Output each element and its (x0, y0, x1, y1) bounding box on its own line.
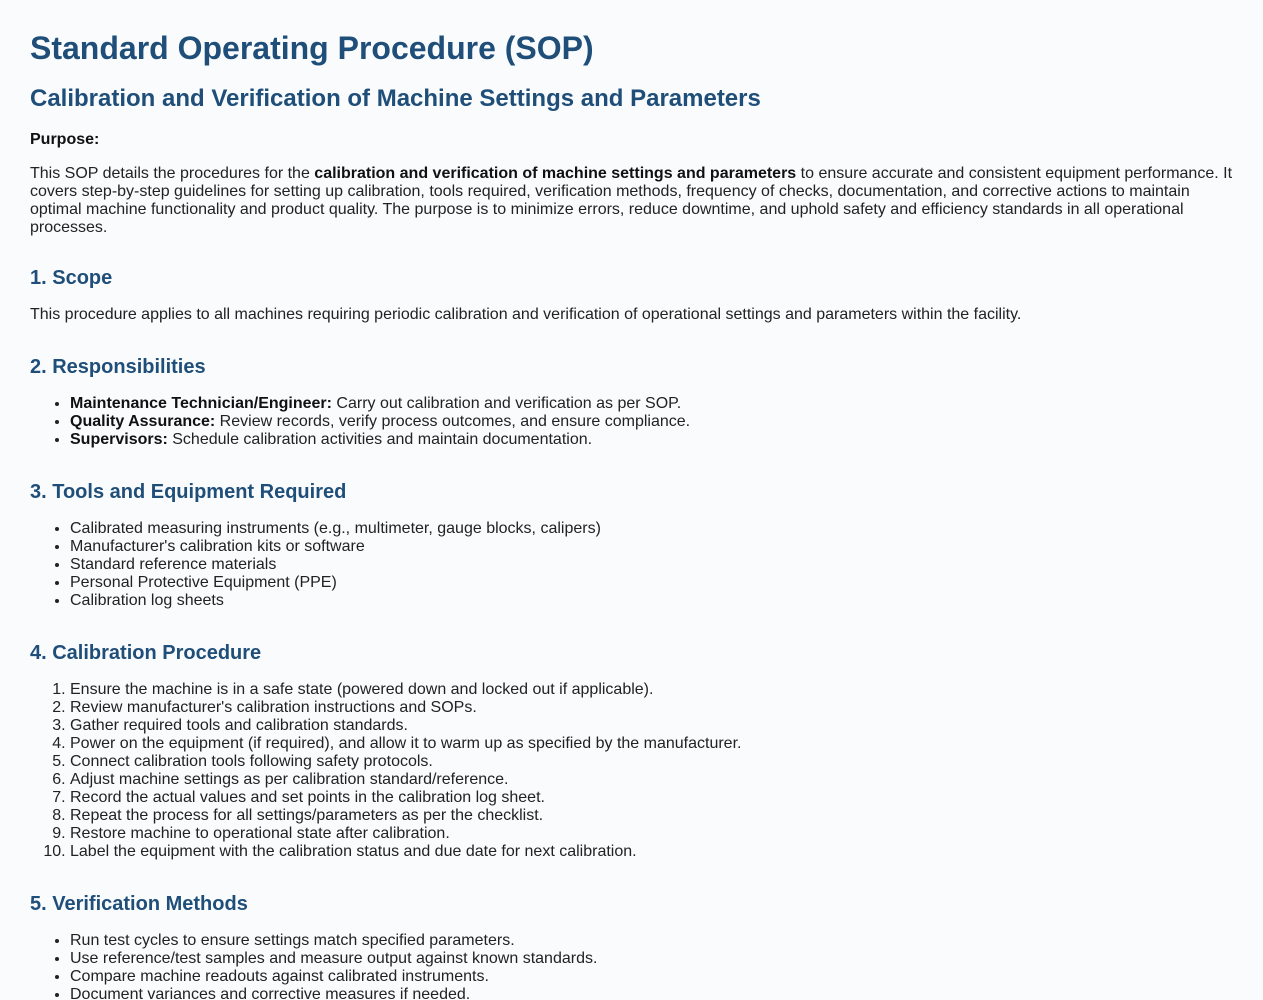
role-label: Maintenance Technician/Engineer: (70, 395, 332, 412)
procedure-step: 7. Record the actual values and set points in the calibration log sheet. (70, 789, 1233, 807)
procedure-step: 4. Power on the equipment (if required), and allow it to warm up as specified by the manufacturer. (70, 735, 1233, 753)
list-item: • Standard reference materials (70, 556, 1233, 574)
list-item: • Run test cycles to ensure settings match specified parameters. (70, 932, 1233, 950)
section-heading-tools: 3. Tools and Equipment Required (30, 481, 347, 503)
purpose-label: Purpose: (30, 131, 100, 148)
procedure-step: 1. Ensure the machine is in a safe state (powered down and locked out if applicable). (70, 681, 1233, 699)
scope-text: This procedure applies to all machines requiring periodic calibration and verification of operational settings and parameters within the facility. (30, 306, 1022, 323)
role-description: Review records, verify process outcomes, and ensure compliance. (215, 413, 691, 430)
tools-list (30, 520, 1233, 610)
procedure-step: 6. Adjust machine settings as per calibration standard/reference. (70, 771, 1233, 789)
list-item (70, 395, 1233, 413)
role-description: Schedule calibration activities and maintain documentation. (167, 431, 593, 448)
section-heading-scope: 1. Scope (30, 267, 113, 289)
page-subtitle: Calibration and Verification of Machine Settings and Parameters (30, 85, 761, 112)
procedure-step: 5. Connect calibration tools following safety protocols. (70, 753, 1233, 771)
section-heading-procedure: 4. Calibration Procedure (30, 642, 262, 664)
procedure-step: 2. Review manufacturer's calibration instructions and SOPs. (70, 699, 1233, 717)
procedure-step: 10. Label the equipment with the calibration status and due date for next calibration. (70, 843, 1233, 861)
purpose-text-bold: calibration and verification of machine settings and parameters (314, 165, 797, 182)
list-item: • Document variances and corrective measures if needed. (70, 986, 1233, 1000)
list-item (70, 413, 1233, 431)
procedure-steps-list (30, 681, 1233, 861)
responsibilities-list (30, 395, 1233, 449)
purpose-text-after: to ensure accurate and consistent equipment performance. It covers step-by-step guidelines for setting up calibration, tools required, verification methods, frequency of checks, documentation, and corrective actions to maintain optimal machine functionality and product quality. The purpose is to minimize errors, reduce downtime, and uphold safety and efficiency standards in all operational processes. (30, 165, 1233, 236)
role-description: Carry out calibration and verification as per SOP. (331, 395, 682, 412)
list-item: • Calibration log sheets (70, 592, 1233, 610)
list-item: • Personal Protective Equipment (PPE) (70, 574, 1233, 592)
procedure-step: 3. Gather required tools and calibration standards. (70, 717, 1233, 735)
procedure-step: 8. Repeat the process for all settings/parameters as per the checklist. (70, 807, 1233, 825)
verification-list (30, 932, 1233, 1000)
role-label: Quality Assurance: (70, 413, 216, 430)
purpose-paragraph (30, 165, 1233, 237)
list-item: • Calibrated measuring instruments (e.g., multimeter, gauge blocks, calipers) (70, 520, 1233, 538)
procedure-step: 9. Restore machine to operational state after calibration. (70, 825, 1233, 843)
section-heading-verification: 5. Verification Methods (30, 893, 248, 915)
list-item: • Manufacturer's calibration kits or software (70, 538, 1233, 556)
page-title: Standard Operating Procedure (SOP) (30, 30, 594, 66)
purpose-text-before: This SOP details the procedures for the (30, 165, 315, 182)
role-label: Supervisors: (70, 431, 168, 448)
list-item (70, 431, 1233, 449)
list-item: • Compare machine readouts against calibrated instruments. (70, 968, 1233, 986)
list-item: • Use reference/test samples and measure output against known standards. (70, 950, 1233, 968)
section-heading-responsibilities: 2. Responsibilities (30, 356, 206, 378)
